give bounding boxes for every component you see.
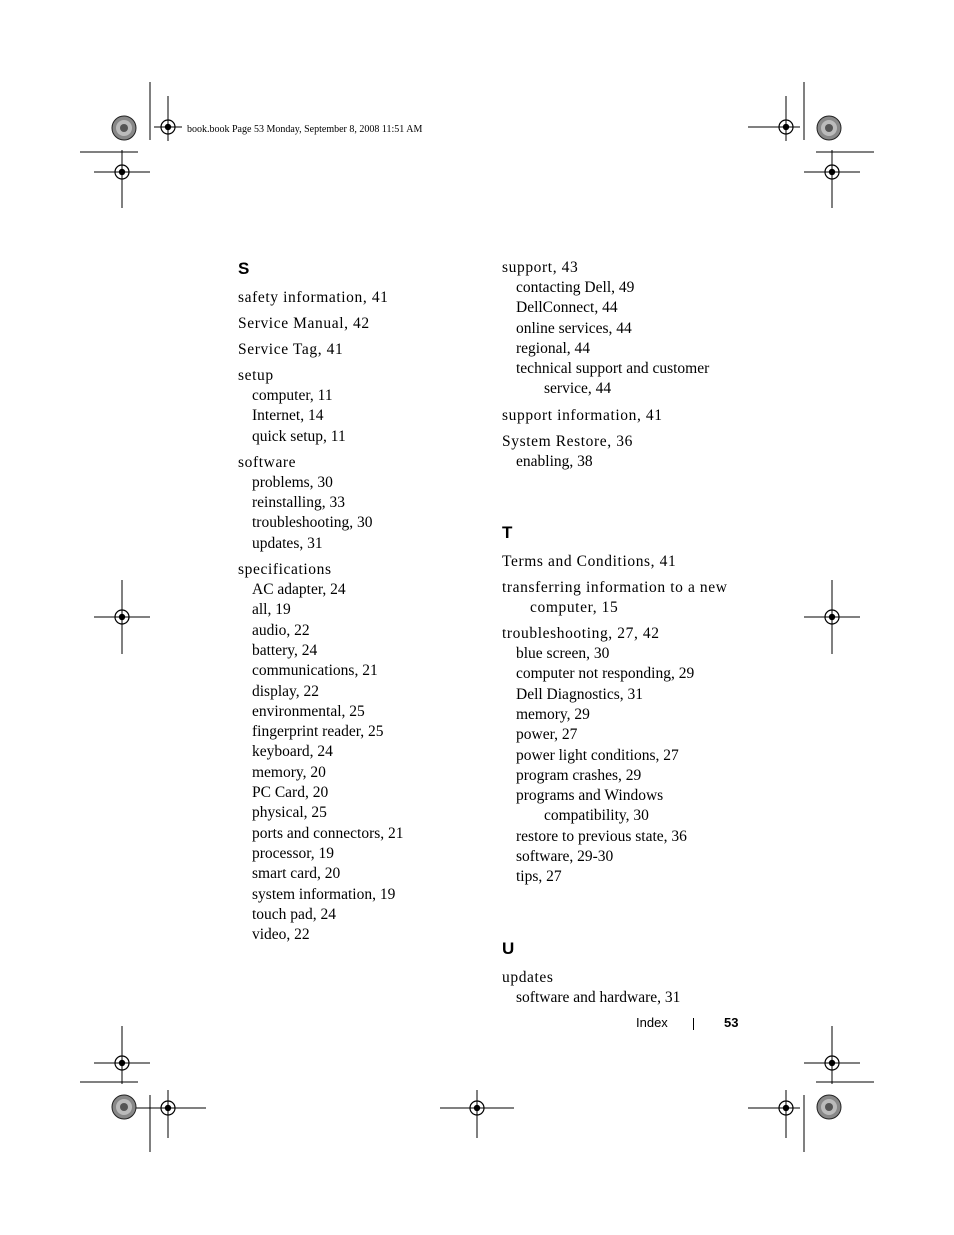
- index-term: updates: [502, 968, 554, 986]
- index-subentry: [502, 786, 752, 827]
- index-term: Service Tag, 41: [238, 341, 344, 358]
- index-subentry: ports and connectors, 21: [252, 824, 404, 842]
- index-entry: [502, 624, 752, 888]
- index-entry: [502, 578, 752, 618]
- index-subentry: enabling, 38: [516, 452, 593, 470]
- index-term: Terms and Conditions, 41: [502, 553, 677, 571]
- index-subentry: battery, 24: [252, 641, 318, 659]
- index-term: support information, 41: [502, 406, 663, 424]
- index-subentry: memory, 29: [516, 705, 590, 723]
- index-subentry: system information, 19: [252, 885, 396, 903]
- section-letter: S: [238, 259, 250, 278]
- index-subentry: [502, 359, 752, 400]
- index-subentry: problems, 30: [252, 473, 333, 491]
- index-entry: [502, 432, 752, 472]
- index-entry: [502, 406, 752, 426]
- index-subentries: [238, 580, 478, 945]
- index-subentry: restore to previous state, 36: [516, 827, 687, 845]
- footer-section-label: Index: [636, 1015, 668, 1030]
- index-subentry: memory, 20: [252, 763, 326, 781]
- index-subentry: computer, 11: [252, 387, 333, 404]
- index-subentry: tips, 27: [516, 868, 562, 886]
- index-subentry: keyboard, 24: [252, 743, 333, 761]
- section-gap: [502, 894, 752, 938]
- index-subentry: video, 22: [252, 926, 310, 944]
- page-number: 53: [724, 1015, 739, 1030]
- entry-continuation: compatibility, 30: [544, 807, 649, 825]
- index-subentry: software, 29-30: [516, 848, 614, 866]
- index-subentry: touch pad, 24: [252, 905, 336, 923]
- index-entry: [238, 340, 478, 360]
- index-subentry: environmental, 25: [252, 702, 365, 720]
- index-subentry: regional, 44: [516, 339, 591, 357]
- index-subentries: [502, 644, 752, 888]
- index-term: [502, 578, 752, 618]
- index-subentries: [238, 386, 478, 447]
- index-subentries: [502, 988, 752, 1008]
- section-letter: U: [502, 938, 515, 958]
- print-slug: book.book Page 53 Monday, September 8, 2008 11:51 AM: [187, 124, 423, 135]
- index-subentry: software and hardware, 31: [516, 988, 681, 1006]
- entry-text: transferring information to a new: [502, 579, 728, 597]
- index-entry: [238, 560, 478, 945]
- index-subentries: [502, 278, 752, 400]
- footer-separator: [693, 1018, 694, 1030]
- index-subentry: communications, 21: [252, 662, 378, 680]
- index-subentry: Internet, 14: [252, 407, 324, 425]
- index-subentry: AC adapter, 24: [252, 581, 346, 599]
- index-subentries: [502, 452, 752, 472]
- entry-text: technical support and customer: [516, 360, 710, 378]
- entry-continuation: computer, 15: [530, 599, 619, 617]
- index-term: Service Manual, 42: [238, 315, 370, 332]
- index-subentry: PC Card, 20: [252, 784, 329, 802]
- index-term: specifications: [238, 561, 332, 579]
- index-subentry: contacting Dell, 49: [516, 279, 635, 296]
- index-entry: [238, 366, 478, 447]
- index-subentry: troubleshooting, 30: [252, 514, 373, 532]
- index-subentry: online services, 44: [516, 319, 632, 337]
- index-term: troubleshooting, 27, 42: [502, 625, 660, 643]
- section-letter: T: [502, 523, 513, 543]
- index-term: System Restore, 36: [502, 432, 633, 450]
- index-subentry: program crashes, 29: [516, 766, 642, 784]
- index-entry: [238, 288, 478, 308]
- index-term: safety information, 41: [238, 289, 389, 306]
- index-subentry: DellConnect, 44: [516, 299, 618, 317]
- entry-continuation: service, 44: [544, 380, 612, 398]
- index-subentries: [238, 473, 478, 554]
- index-subentry: Dell Diagnostics, 31: [516, 685, 643, 703]
- index-subentry: smart card, 20: [252, 865, 341, 883]
- index-subentry: computer not responding, 29: [516, 665, 695, 683]
- index-term: setup: [238, 367, 274, 384]
- index-subentry: quick setup, 11: [252, 427, 346, 445]
- index-subentry: blue screen, 30: [516, 645, 610, 663]
- section-gap: [502, 478, 752, 522]
- index-subentry: display, 22: [252, 682, 320, 700]
- index-entry: [502, 968, 752, 1008]
- entry-text: programs and Windows: [516, 787, 664, 805]
- index-subentry: reinstalling, 33: [252, 494, 345, 512]
- index-subentry: fingerprint reader, 25: [252, 723, 384, 741]
- index-subentry: power light conditions, 27: [516, 746, 679, 764]
- index-subentry: processor, 19: [252, 844, 335, 862]
- index-entry: [238, 453, 478, 554]
- index-entry: [502, 258, 752, 400]
- index-term: support, 43: [502, 259, 579, 276]
- index-subentry: updates, 31: [252, 534, 323, 552]
- index-entry: [238, 314, 478, 334]
- index-subentry: power, 27: [516, 726, 578, 744]
- index-column-left: [238, 258, 478, 951]
- index-subentry: audio, 22: [252, 621, 310, 639]
- index-subentry: all, 19: [252, 601, 291, 619]
- index-term: software: [238, 453, 297, 471]
- index-entry: [502, 552, 752, 572]
- index-column-right: [502, 258, 752, 1014]
- index-subentry: physical, 25: [252, 804, 327, 822]
